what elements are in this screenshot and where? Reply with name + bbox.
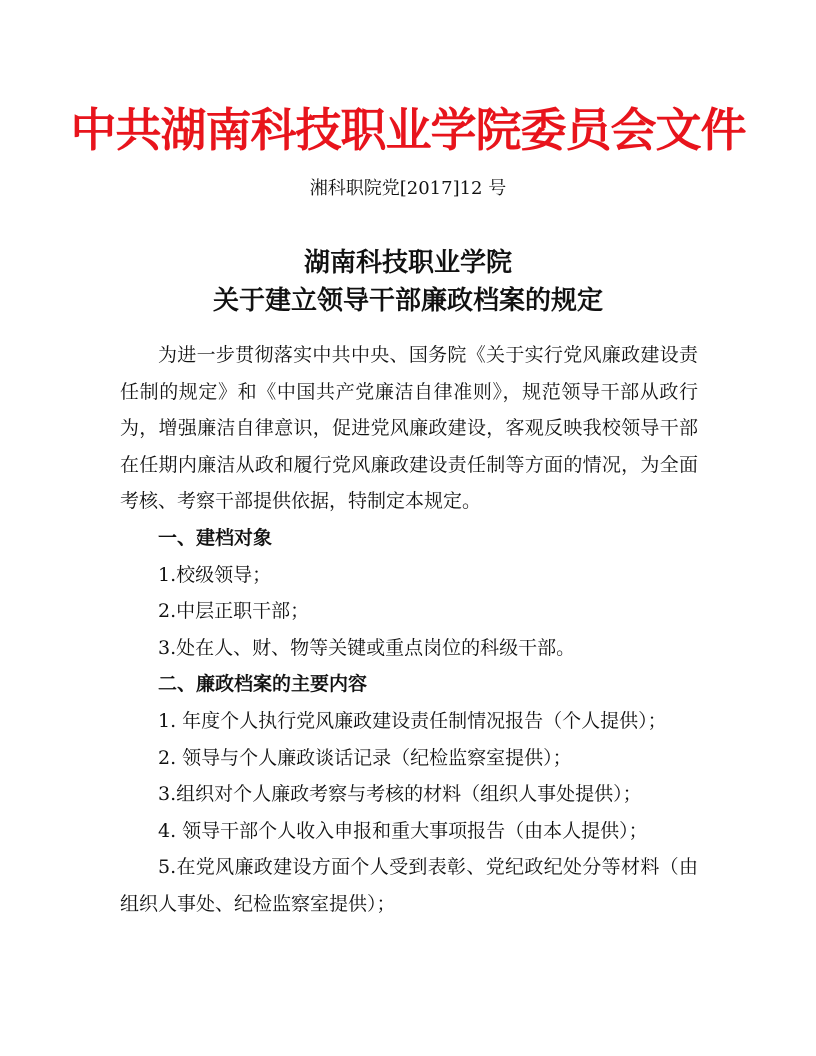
org-header-title: 中共湖南科技职业学院委员会文件 [70, 103, 746, 157]
title-line-2: 关于建立领导干部廉政档案的规定 [212, 286, 603, 316]
intro-paragraph: 为进一步贯彻落实中共中央、国务院《关于实行党风廉政建设责任制的规定》和《中国共产党廉洁自律准则》，规范领导干部从政行为，增强廉洁自律意识，促进党风廉政建设，客观反映我校领导干部在任期内廉洁从政和履行党风廉政建设责任制等方面的情况，为全面考核、考察干部提供依据，特制定本规定。 [120, 344, 698, 513]
section-2-item: 4. 领导干部个人收入申报和重大事项报告（由本人提供）； [158, 819, 648, 842]
section-2-item: 5.在党风廉政建设方面个人受到表彰、党纪政纪处分等材料（由组织人事处、纪检监察室提供）； [120, 856, 698, 915]
section-1-item: 3.处在人、财、物等关键或重点岗位的科级干部。 [158, 636, 576, 659]
section-2-item: 2. 领导与个人廉政谈话记录（纪检监察室提供）； [158, 746, 572, 769]
section-2-item: 1. 年度个人执行党风廉政建设责任制情况报告（个人提供）； [158, 709, 667, 732]
section-1-item: 2.中层正职干部； [158, 600, 310, 623]
section-2-heading: 二、廉政档案的主要内容 [158, 673, 368, 696]
document-body [120, 337, 698, 923]
section-1-item: 1.校级领导； [158, 563, 272, 586]
section-2-item: 3.组织对个人廉政考察与考核的材料（组织人事处提供）； [158, 783, 642, 806]
title-line-1: 湖南科技职业学院 [303, 248, 512, 278]
document-number: 湘科职院党[2017]12 号 [309, 178, 507, 199]
section-1-heading: 一、建档对象 [158, 526, 273, 549]
